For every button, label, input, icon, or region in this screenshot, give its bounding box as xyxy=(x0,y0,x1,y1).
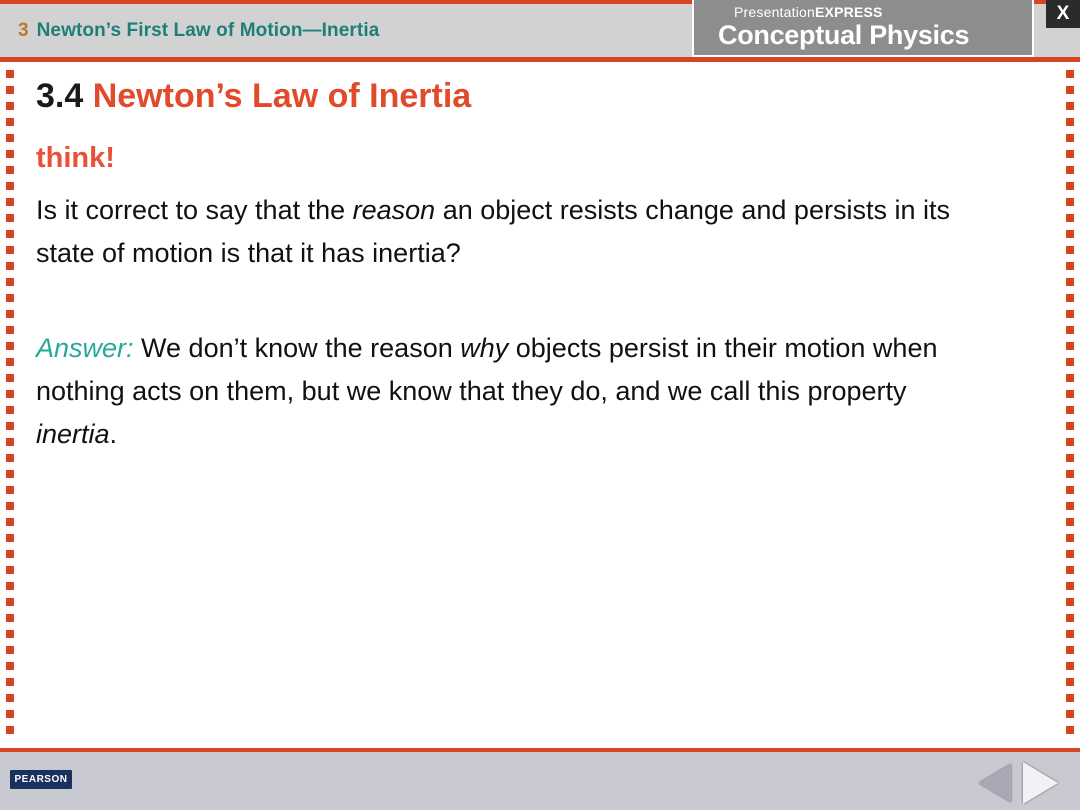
question-part-2: an object resists change and persists in its state of motion is that it has inertia? xyxy=(36,195,950,268)
chapter-number: 3 xyxy=(18,19,29,41)
brand-presentation-text: Presentation xyxy=(734,4,816,20)
dotted-border-right xyxy=(1066,70,1074,740)
chapter-title: Newton’s First Law of Motion—Inertia xyxy=(36,19,380,41)
previous-slide-icon[interactable] xyxy=(979,764,1011,802)
header-bar xyxy=(0,0,1080,62)
brand-line-presentation-express xyxy=(708,5,1032,20)
brand-block xyxy=(692,0,1034,57)
answer-text xyxy=(36,327,986,456)
close-icon[interactable]: X xyxy=(1046,0,1080,28)
slide-content xyxy=(36,76,1036,456)
answer-emphasis-why: why xyxy=(460,333,509,363)
question-emphasis-reason: reason xyxy=(352,195,436,225)
answer-label: Answer: xyxy=(36,333,134,363)
section-number: 3.4 xyxy=(36,77,84,115)
page-title xyxy=(36,76,1036,116)
slide-navigation xyxy=(979,762,1058,804)
slide-body xyxy=(0,62,1080,748)
footer-bar xyxy=(0,748,1080,810)
next-slide-icon[interactable] xyxy=(1023,762,1058,804)
question-part-1: Is it correct to say that the xyxy=(36,195,353,225)
brand-line-conceptual-physics: Conceptual Physics xyxy=(718,20,970,50)
section-title: Newton’s Law of Inertia xyxy=(92,77,472,115)
answer-emphasis-inertia: inertia xyxy=(36,419,110,449)
think-label: think! xyxy=(36,142,115,174)
question-text xyxy=(36,189,986,275)
answer-part-3: . xyxy=(109,419,118,449)
answer-part-2: objects persist in their motion when nothing acts on them, but we know that they do, and we call this property xyxy=(36,333,938,406)
dotted-border-left xyxy=(6,70,14,740)
pearson-logo: PEARSON xyxy=(10,770,72,789)
brand-express-text: EXPRESS xyxy=(815,4,883,20)
answer-part-1: We don’t know the reason xyxy=(133,333,461,363)
